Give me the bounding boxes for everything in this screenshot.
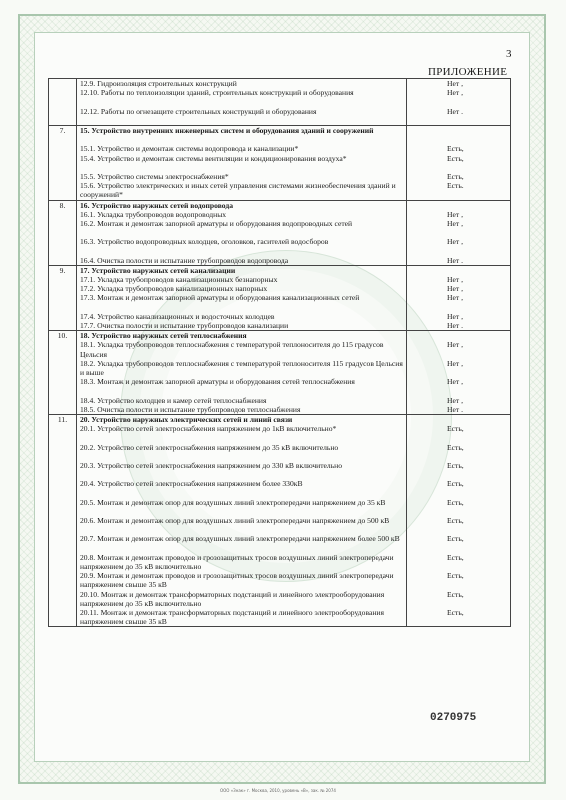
work-item-text: 15.5. Устройство системы электроснабжения* (80, 171, 229, 181)
work-item-text: 18.2. Укладка трубопроводов теплоснабжения с температурой теплоносителя 115 градусов Цельсия и выше (80, 358, 403, 377)
work-item-text: 20.8. Монтаж и демонтаж проводов и грозозащитных тросов воздушных линий электропередачи напряжением до 35 кВ включительно (80, 552, 394, 572)
work-types-cell (77, 331, 407, 415)
work-item-text: 12.9. Гидроизоляция строительных конструкций (80, 79, 237, 88)
work-item-text: 17.1. Укладка трубопроводов канализационных безнапорных (80, 275, 278, 285)
work-item-value: Есть, (447, 516, 464, 526)
work-item-value: Есть, (447, 460, 464, 470)
work-item-value: Нет , (447, 218, 463, 228)
work-item-text: 16.4. Очистка полости и испытание трубопроводов водопровода (80, 255, 289, 265)
table-row (49, 200, 511, 265)
work-item-text: 17.4. Устройство канализационных и водосточных колодцев (80, 311, 275, 321)
work-item-text: 12.10. Работы по теплоизоляции зданий, строительных конструкций и оборудования (80, 88, 354, 98)
permits-table-body (49, 79, 511, 627)
work-item-text: 20.4. Устройство сетей электроснабжения напряжением более 330кВ (80, 479, 303, 489)
work-item-value: Есть, (447, 589, 464, 599)
work-item-value: Нет . (447, 404, 463, 414)
work-item-value: Нет , (447, 377, 463, 387)
work-item-text: 18.3. Монтаж и демонтаж запорной арматуры и оборудования сетей теплоснабжения (80, 377, 355, 387)
work-item-value: Есть. (447, 181, 464, 191)
table-row (49, 79, 511, 126)
work-item-text: 16.3. Устройство водопроводных колодцев, оголовков, гасителей водосборов (80, 237, 329, 247)
row-number: 9. (49, 265, 77, 330)
heading-spacer (447, 201, 507, 210)
row-number: 8. (49, 200, 77, 265)
work-item-value: Есть, (447, 608, 464, 618)
permission-cell (407, 331, 511, 415)
work-item-text: 15.1. Устройство и демонтаж системы водопровода и канализации* (80, 144, 299, 154)
work-item-text: 18.1. Укладка трубопроводов теплоснабжения с температурой теплоносителя до 115 градусов Цельсия (80, 340, 384, 359)
work-item-text: 20.6. Монтаж и демонтаж опор для воздушных линий электропередачи напряжением до 500 кВ (80, 516, 390, 526)
work-item-value: Есть, (447, 497, 464, 507)
work-item-value: Нет , (447, 340, 463, 350)
work-item-text: 20.10. Монтаж и демонтаж трансформаторных подстанций и линейного электрооборудования напряжением до 35 кВ включительно (80, 589, 385, 608)
work-item-value: Есть, (447, 534, 464, 544)
work-types-cell (77, 265, 407, 330)
work-item-text: 20.9. Монтаж и демонтаж проводов и грозозащитных тросов воздушных линий электропередачи напряжением свыше 35 кВ (80, 571, 394, 590)
work-item-text: 15.4. Устройство и демонтаж системы вентиляции и кондиционирования воздуха* (80, 153, 347, 163)
work-item-value: Нет , (447, 237, 463, 247)
permission-cell (407, 79, 511, 126)
work-item-value: Нет , (447, 209, 463, 219)
work-types-cell (77, 414, 407, 626)
work-item-text: 20.3. Устройство сетей электроснабжения напряжением до 330 кВ включительно (80, 460, 343, 470)
heading-spacer (447, 331, 507, 340)
work-item-text: 18.5. Очистка полости и испытание трубопроводов теплоснабжения (80, 404, 301, 414)
work-item-value: Нет , (447, 88, 463, 98)
work-item-text: 12.12. Работы по огнезащите строительных конструкций и оборудования (80, 106, 317, 116)
section-heading: 16. Устройство наружных сетей водопровода (80, 200, 234, 210)
row-number: 11. (49, 414, 77, 626)
work-item-text: 16.1. Укладка трубопроводов водопроводных (80, 209, 227, 219)
work-item-text: 17.3. Монтаж и демонтаж запорной арматуры и оборудования канализационных сетей (80, 293, 360, 303)
work-item-value: Нет , (447, 79, 463, 88)
work-item-value: Есть, (447, 153, 464, 163)
work-item-value: Нет . (447, 106, 463, 116)
table-row (49, 414, 511, 626)
work-item-value: Нет , (447, 311, 463, 321)
work-item-value: Нет . (447, 255, 463, 265)
printer-footer: ООО «Знак» г. Москва, 2010, уровень «В», зак. № 2074 (220, 788, 336, 793)
work-item-value: Нет , (447, 358, 463, 368)
work-item-value: Есть, (447, 442, 464, 452)
row-number: 10. (49, 331, 77, 415)
section-heading: 15. Устройство внутренних инженерных систем и оборудования зданий и сооружений (80, 125, 374, 135)
permission-cell (407, 200, 511, 265)
heading-spacer (447, 415, 507, 424)
permission-cell (407, 265, 511, 330)
work-item-text: 20.1. Устройство сетей электроснабжения напряжением до 1кВ включительно* (80, 424, 337, 434)
section-heading: 18. Устройство наружных сетей теплоснабжения (80, 331, 247, 341)
work-item-value: Есть, (447, 552, 464, 562)
appendix-label: ПРИЛОЖЕНИЕ (428, 66, 508, 78)
work-item-value: Есть, (447, 479, 464, 489)
work-item-text: 16.2. Монтаж и демонтаж запорной арматуры и оборудования водопроводных сетей (80, 218, 353, 228)
work-item-text: 20.11. Монтаж и демонтаж трансформаторных подстанций и линейного электрооборудования напряжением свыше 35 кВ (80, 608, 384, 627)
heading-spacer (447, 266, 507, 275)
work-item-text: 17.2. Укладка трубопроводов канализационных напорных (80, 284, 268, 294)
work-item-value: Есть, (447, 571, 464, 581)
work-item-text: 20.2. Устройство сетей электроснабжения напряжением до 35 кВ включительно (80, 442, 339, 452)
row-number (49, 79, 77, 126)
work-item-value: Есть, (447, 144, 464, 154)
work-item-text: 20.7. Монтаж и демонтаж опор для воздушных линий электропередачи напряжением более 500 кВ (80, 534, 400, 544)
section-heading: 20. Устройство наружных электрических сетей и линий связи (80, 414, 293, 424)
work-item-value: Есть, (447, 424, 464, 434)
work-item-text: 20.5. Монтаж и демонтаж опор для воздушных линий электропередачи напряжением до 35 кВ (80, 497, 386, 507)
permits-table (48, 78, 511, 627)
work-item-value: Нет , (447, 395, 463, 405)
section-heading: 17. Устройство наружных сетей канализации (80, 265, 236, 275)
work-types-cell (77, 125, 407, 200)
table-row (49, 265, 511, 330)
permission-cell (407, 414, 511, 626)
work-item-text: 17.7. Очистка полости и испытание трубопроводов канализации (80, 321, 289, 330)
work-item-value: Нет . (447, 321, 463, 330)
row-number: 7. (49, 125, 77, 200)
work-types-cell (77, 200, 407, 265)
work-item-value: Нет , (447, 293, 463, 303)
work-types-cell (77, 79, 407, 126)
work-item-value: Нет , (447, 284, 463, 294)
table-row (49, 125, 511, 200)
permission-cell (407, 125, 511, 200)
heading-spacer (447, 126, 507, 144)
work-item-text: 18.4. Устройство колодцев и камер сетей теплоснабжения (80, 395, 267, 405)
serial-number: 0270975 (430, 712, 477, 724)
page-number: 3 (506, 48, 512, 60)
work-item-text: 15.6. Устройство электрических и иных сетей управления системами жизнеобеспечения зданий и сооружений* (80, 181, 396, 200)
work-item-value: Нет , (447, 275, 463, 285)
work-item-value: Есть, (447, 171, 464, 181)
table-row (49, 331, 511, 415)
